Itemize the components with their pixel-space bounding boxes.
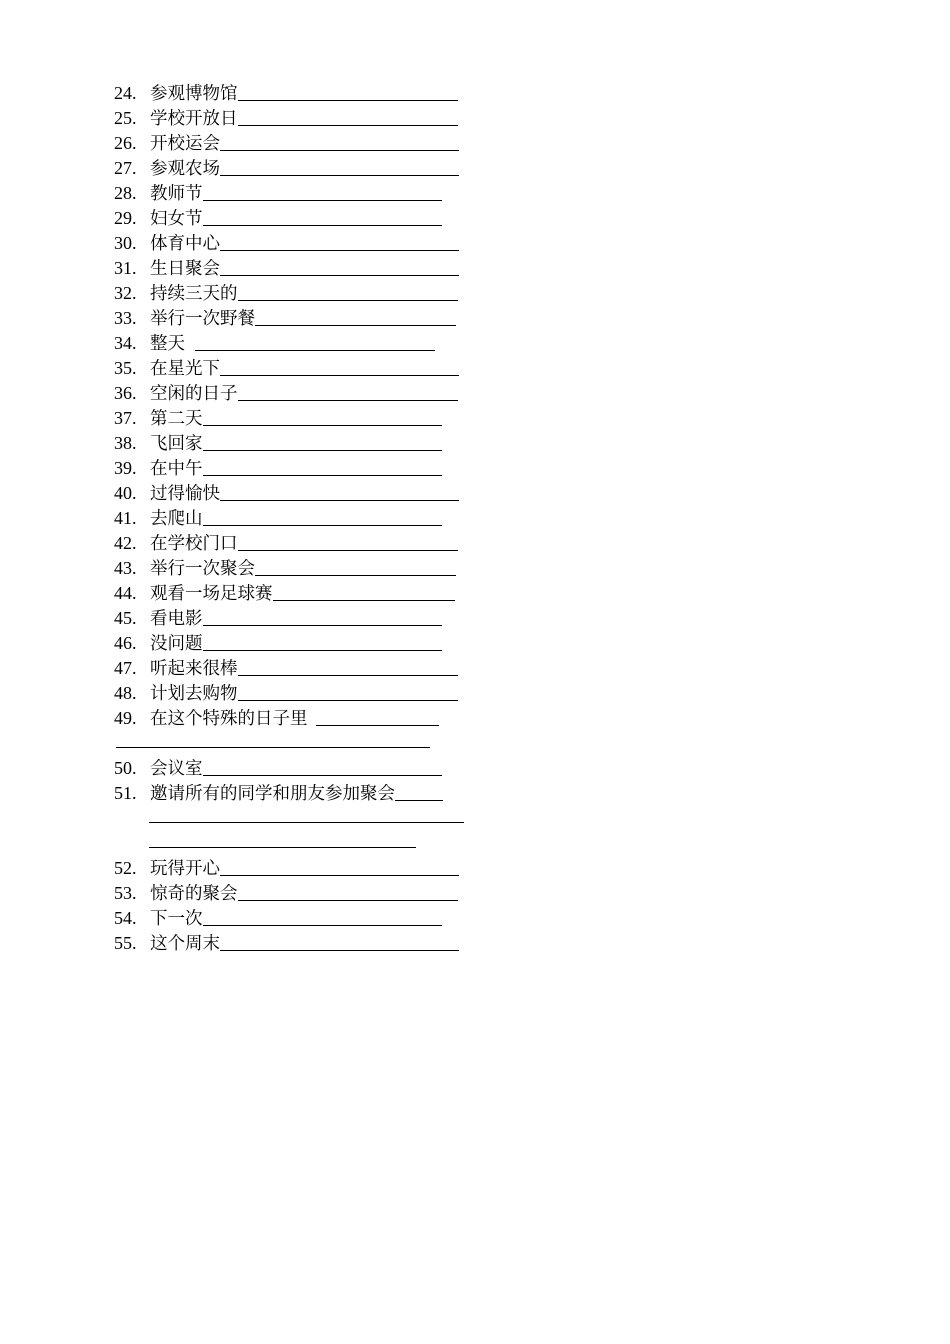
item-number: 40.	[114, 483, 137, 503]
answer-blank[interactable]	[203, 607, 442, 626]
list-item	[114, 780, 443, 804]
list-item	[114, 355, 459, 379]
list-item	[114, 755, 442, 779]
answer-blank[interactable]	[203, 757, 442, 776]
answer-blank[interactable]	[203, 507, 442, 526]
answer-blank[interactable]	[195, 332, 435, 351]
list-item	[114, 905, 442, 929]
item-number: 29.	[114, 208, 137, 228]
item-text: 没问题	[150, 634, 203, 654]
answer-blank[interactable]	[238, 682, 458, 701]
item-text: 体育中心	[150, 234, 220, 254]
list-item	[114, 130, 459, 154]
answer-blank[interactable]	[220, 157, 459, 176]
answer-blank[interactable]	[220, 857, 459, 876]
item-text: 邀请所有的同学和朋友参加聚会	[150, 784, 395, 804]
list-item	[114, 105, 458, 129]
item-number: 42.	[114, 533, 137, 553]
list-item	[114, 155, 459, 179]
answer-blank[interactable]	[238, 282, 458, 301]
item-text: 听起来很棒	[150, 659, 238, 679]
item-number: 53.	[114, 883, 137, 903]
item-text: 整天	[150, 334, 185, 354]
answer-blank[interactable]	[203, 432, 442, 451]
item-number: 41.	[114, 508, 137, 528]
list-item	[114, 205, 442, 229]
item-text: 在学校门口	[150, 534, 238, 554]
list-item	[114, 480, 459, 504]
list-item	[114, 930, 459, 954]
list-item	[114, 405, 442, 429]
item-text: 在这个特殊的日子里	[150, 709, 308, 729]
item-number: 54.	[114, 908, 137, 928]
list-item	[114, 605, 442, 629]
item-text: 观看一场足球赛	[150, 584, 273, 604]
answer-blank[interactable]	[255, 557, 456, 576]
item-number: 47.	[114, 658, 137, 678]
answer-blank-continuation[interactable]	[116, 747, 430, 748]
list-item	[114, 230, 459, 254]
answer-blank[interactable]	[220, 232, 459, 251]
item-text: 看电影	[150, 609, 203, 629]
list-item	[114, 705, 439, 729]
answer-blank[interactable]	[203, 632, 442, 651]
item-text: 参观农场	[150, 159, 220, 179]
item-number: 35.	[114, 358, 137, 378]
item-number: 45.	[114, 608, 137, 628]
list-item	[114, 505, 442, 529]
item-number: 48.	[114, 683, 137, 703]
answer-blank[interactable]	[238, 532, 458, 551]
answer-blank[interactable]	[203, 457, 442, 476]
item-number: 26.	[114, 133, 137, 153]
list-item	[114, 855, 459, 879]
list-item	[114, 430, 442, 454]
list-item	[114, 655, 458, 679]
item-number: 30.	[114, 233, 137, 253]
item-text: 参观博物馆	[150, 84, 238, 104]
item-text: 飞回家	[150, 434, 203, 454]
item-text: 学校开放日	[150, 109, 238, 129]
item-number: 34.	[114, 333, 137, 353]
item-text: 这个周末	[150, 934, 220, 954]
answer-blank[interactable]	[220, 482, 459, 501]
item-number: 25.	[114, 108, 137, 128]
item-number: 44.	[114, 583, 137, 603]
item-text: 生日聚会	[150, 259, 220, 279]
list-item	[114, 305, 456, 329]
list-item	[114, 880, 458, 904]
list-item	[114, 555, 456, 579]
item-number: 36.	[114, 383, 137, 403]
item-text: 持续三天的	[150, 284, 238, 304]
item-number: 49.	[114, 708, 137, 728]
item-number: 50.	[114, 758, 137, 778]
list-item	[114, 280, 458, 304]
answer-blank[interactable]	[316, 707, 439, 726]
answer-blank[interactable]	[220, 132, 459, 151]
answer-blank[interactable]	[238, 82, 458, 101]
list-item	[114, 530, 458, 554]
item-text: 玩得开心	[150, 859, 220, 879]
item-number: 46.	[114, 633, 137, 653]
item-text: 开校运会	[150, 134, 220, 154]
answer-blank-continuation[interactable]	[149, 822, 464, 823]
list-item	[114, 180, 442, 204]
item-text: 计划去购物	[150, 684, 238, 704]
item-text: 在中午	[150, 459, 203, 479]
answer-blank[interactable]	[255, 307, 456, 326]
answer-blank[interactable]	[203, 407, 442, 426]
answer-blank[interactable]	[238, 107, 458, 126]
item-number: 37.	[114, 408, 137, 428]
item-text: 惊奇的聚会	[150, 884, 238, 904]
answer-blank[interactable]	[273, 582, 455, 601]
item-text: 在星光下	[150, 359, 220, 379]
list-item	[114, 255, 459, 279]
item-number: 31.	[114, 258, 137, 278]
item-number: 52.	[114, 858, 137, 878]
answer-blank[interactable]	[203, 907, 442, 926]
item-number: 32.	[114, 283, 137, 303]
item-number: 24.	[114, 83, 137, 103]
item-number: 39.	[114, 458, 137, 478]
item-number: 28.	[114, 183, 137, 203]
item-number: 33.	[114, 308, 137, 328]
answer-blank[interactable]	[220, 357, 459, 376]
item-text: 会议室	[150, 759, 203, 779]
item-text: 去爬山	[150, 509, 203, 529]
item-number: 51.	[114, 783, 137, 803]
answer-blank[interactable]	[238, 657, 458, 676]
item-text: 妇女节	[150, 209, 203, 229]
item-text: 下一次	[150, 909, 203, 929]
answer-blank-continuation[interactable]	[149, 847, 416, 848]
answer-blank[interactable]	[220, 932, 459, 951]
answer-blank[interactable]	[238, 882, 458, 901]
item-number: 27.	[114, 158, 137, 178]
list-item	[114, 80, 458, 104]
list-item	[114, 630, 442, 654]
answer-blank[interactable]	[203, 207, 442, 226]
list-item	[114, 680, 458, 704]
list-item	[114, 580, 455, 604]
answer-blank[interactable]	[238, 382, 458, 401]
answer-blank[interactable]	[395, 782, 443, 801]
list-item	[114, 330, 435, 354]
answer-blank[interactable]	[203, 182, 442, 201]
item-text: 举行一次野餐	[150, 309, 255, 329]
list-item	[114, 380, 458, 404]
item-number: 43.	[114, 558, 137, 578]
item-text: 第二天	[150, 409, 203, 429]
item-number: 55.	[114, 933, 137, 953]
item-text: 过得愉快	[150, 484, 220, 504]
answer-blank[interactable]	[220, 257, 459, 276]
item-text: 举行一次聚会	[150, 559, 255, 579]
item-text: 教师节	[150, 184, 203, 204]
item-number: 38.	[114, 433, 137, 453]
item-text: 空闲的日子	[150, 384, 238, 404]
list-item	[114, 455, 442, 479]
